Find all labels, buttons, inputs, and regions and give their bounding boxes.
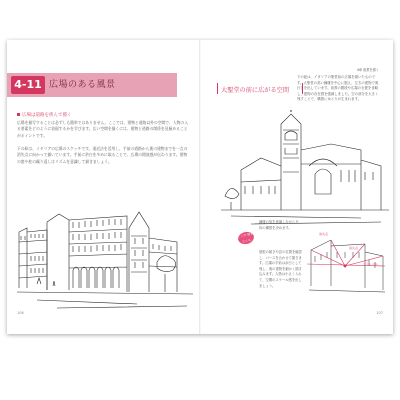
diagram-label-eye-level: アイレベル: [363, 262, 378, 266]
running-header: 4章 風景を描く: [356, 68, 379, 72]
right-page-number: 107: [376, 311, 383, 315]
diagram-label-vanishing-2: 消失点: [349, 246, 359, 250]
annotation-body: 鐘楼の形を意識しながら全体の構図を決めます。: [259, 220, 299, 230]
chapter-number: 4-11: [11, 76, 45, 94]
right-page: [201, 40, 393, 334]
highlight-badge: ここが 描きどころ: [237, 231, 254, 244]
paragraph-1: 広場を描写することは必ずしも簡単ではありません。ここでは、建物と道路以外の空間で、人物の入る要素をどのように表現するかを学びます。広い空間を描くには、建物と道路の関係を見極めることがポイントです。: [17, 120, 189, 138]
diagram-label-vanishing-1: 消失点: [319, 232, 329, 236]
annotation-bullets: 屋根の傾きや窓の位置を確認し、パースを合わせて描きます。広場の手前は余白として残し、奥の建物を細かく描き込みます。人物は小さく入れて、空間のスケール感を出しましょう。: [259, 250, 302, 288]
cathedral-sketch-illustration: [211, 110, 389, 228]
left-page-number: 106: [17, 311, 24, 315]
section-heading: 広場は道路を挟んで描く: [17, 112, 72, 118]
section-title: 大聖堂の前に広がる空間: [221, 87, 290, 94]
chapter-title: 広場のある風景: [49, 80, 116, 90]
left-page: [7, 40, 200, 334]
plaza-sketch-illustration: [17, 192, 193, 310]
intro-text: 下の絵は、イタリアの聖堂前の広場を描いたものです。大聖堂の高い鐘楼を中心に据え、左右の建物で奥行きを出しています。前景の階段や広場の石畳を省略し、建物の存在感を強調しました。空の部分を大きく残すことで、構図にゆとりが生まれます。: [297, 75, 379, 102]
book-spread: [7, 40, 393, 334]
paragraph-2: 下の絵は、イタリアの広場のスケッチです。遠近法を活用し、手前の道路から奥の建物までを一点の消失点に向かって描いています。手前に余白を多めに取ることで、広場の開放感が伝わります。建物の窓や柱の繰り返しはリズムを意識して描きましょう。: [17, 146, 188, 164]
